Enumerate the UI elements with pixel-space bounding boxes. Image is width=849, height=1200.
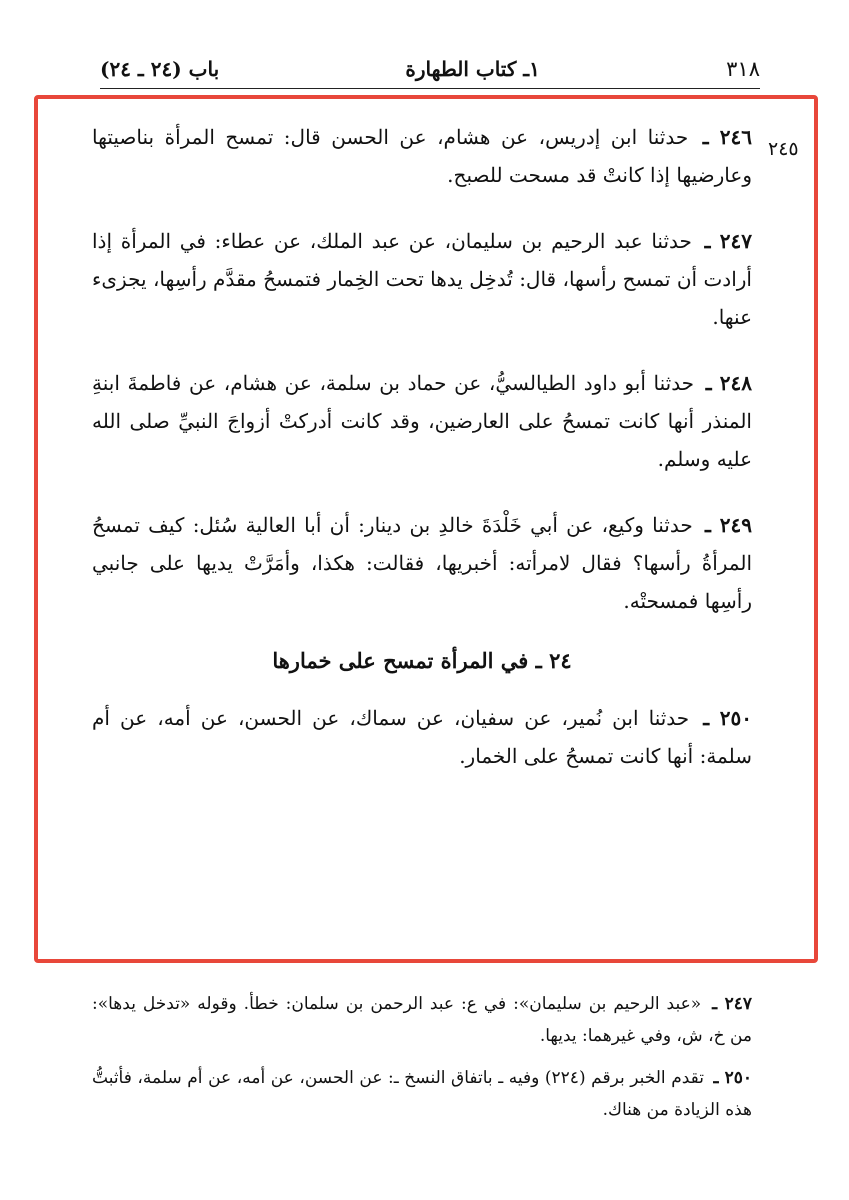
header-rule xyxy=(100,88,760,89)
hadith-paragraph xyxy=(92,118,752,194)
book-title: ١ـ كتاب الطهارة xyxy=(405,57,540,81)
hadith-paragraph xyxy=(92,506,752,620)
footnote-number: ٢٤٧ ـ xyxy=(712,994,752,1014)
margin-number: ٢٤٥ xyxy=(768,138,799,160)
hadith-number: ٢٥٠ ـ xyxy=(703,706,753,730)
hadith-paragraph xyxy=(92,222,752,336)
hadith-number: ٢٤٩ ـ xyxy=(705,513,753,537)
footnote-number: ٢٥٠ ـ xyxy=(713,1068,752,1088)
running-header xyxy=(100,52,760,86)
hadith-text: حدثنا أبو داود الطيالسيُّ، عن حماد بن سلمة، عن هشام، عن فاطمةَ ابنةِ المنذر أنها كانت تمسحُ على العارضين، وقد كانت أدركتْ أزواجَ النبيِّ صلى الله عليه وسلم. xyxy=(92,371,752,471)
hadith-text: حدثنا عبد الرحيم بن سليمان، عن عبد الملك، عن عطاء: في المرأة إذا أرادت أن تمسح رأسها، قال: تُدخِل يدها تحت الخِمار فتمسحُ مقدَّم رأسِها، يجزىء عنها. xyxy=(92,229,752,329)
main-text xyxy=(92,118,752,803)
footnote xyxy=(92,988,752,1052)
footnote-text: تقدم الخبر برقم (٢٢٤) وفيه ـ باتفاق النسخ ـ: عن الحسن، عن أمه، عن أم سلمة، فأثبتُّ هذه الزيادة من هناك. xyxy=(92,1068,752,1120)
footnote-text: «عبد الرحيم بن سليمان»: في ع: عبد الرحمن بن سلمان: خطأ. وقوله «تدخل يدها»: من خ، ش، وفي غيرهما: يديها. xyxy=(92,994,752,1046)
chapter-reference: باب (٢٤ ـ ٢٤) xyxy=(100,57,220,81)
hadith-number: ٢٤٨ ـ xyxy=(705,371,753,395)
section-heading: ٢٤ ـ في المرأة تمسح على خمارها xyxy=(272,648,572,673)
hadith-number: ٢٤٦ ـ xyxy=(702,125,753,149)
page-number: ٣١٨ xyxy=(726,57,760,81)
footnotes xyxy=(92,988,752,1136)
hadith-text: حدثنا ابن إدريس، عن هشام، عن الحسن قال: تمسح المرأة بناصيتها وعارضيها إذا كانتْ قد مسحت للصبح. xyxy=(92,125,752,187)
hadith-number: ٢٤٧ ـ xyxy=(704,229,752,253)
hadith-paragraph xyxy=(92,699,752,775)
hadith-text: حدثنا ابن نُمير، عن سفيان، عن سماك، عن الحسن، عن أمه، عن أم سلمة: أنها كانت تمسحُ على الخمار. xyxy=(92,706,752,768)
hadith-paragraph xyxy=(92,364,752,478)
footnote xyxy=(92,1062,752,1126)
hadith-text: حدثنا وكيع، عن أبي خَلْدَةَ خالدِ بن دينار: أن أبا العالية سُئل: كيف تمسحُ المرأةُ رأسها؟ فقال لامرأته: أخبريها، فقالت: هكذا، وأمَرَّتْ يديها على جانبي رأسِها فمسحتْه. xyxy=(92,513,752,613)
